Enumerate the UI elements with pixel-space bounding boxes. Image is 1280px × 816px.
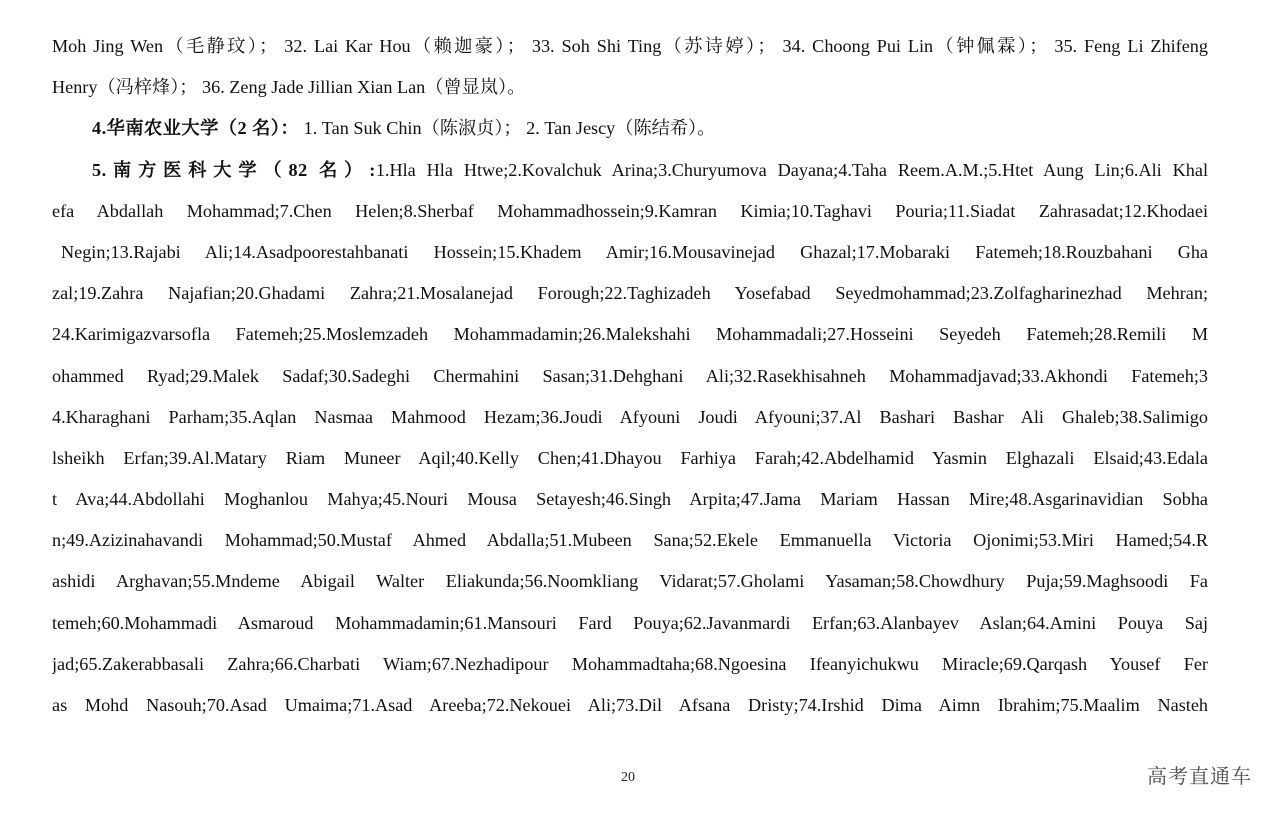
section-heading-scau: 4.华南农业大学（2 名）： xyxy=(92,118,300,139)
paragraph-scau xyxy=(52,108,1208,149)
smu-student-list-start: 1.Hla Hla Htwe;2.Kovalchuk Arina;3.Churyumova Dayana;4.Taha Reem.A.M.;5.Htet Aung Lin;6.Ali Khal xyxy=(375,159,1208,180)
watermark-logo-text: 高考直通车 xyxy=(1147,764,1252,788)
text-line-6: Negin;13.Rajabi Ali;14.Asadpoorestahbanati Hossein;15.Khadem Amir;16.Mousavinejad Ghazal;17.Mobaraki Fatemeh;18.Rouzbahani Gha xyxy=(61,241,1208,262)
text-line-10: 4.Kharaghani Parham;35.Aqlan Nasmaa Mahmood Hezam;36.Joudi Afyouni Joudi Afyouni;37.Al Bashari Bashar Ali Ghaleb;38.Salimigo xyxy=(52,406,1208,427)
text-line-14: ashidi Arghavan;55.Mndeme Abigail Walter Eliakunda;56.Noomkliang Vidarat;57.Gholami Yasaman;58.Chowdhury Puja;59.Maghsoodi Fa xyxy=(52,571,1208,592)
text-line-13: n;49.Azizinahavandi Mohammad;50.Mustaf Ahmed Abdalla;51.Mubeen Sana;52.Ekele Emmanuella Victoria Ojonimi;53.Miri Hamed;54.R xyxy=(52,530,1208,551)
page-number: 20 xyxy=(621,770,635,785)
text-line-11: lsheikh Erfan;39.Al.Matary Riam Muneer Aqil;40.Kelly Chen;41.Dhayou Farhiya Farah;42.Abdelhamid Yasmin Elghazali Elsaid;43.Edala xyxy=(52,447,1208,468)
text-line-15: temeh;60.Mohammadi Asmaroud Mohammadamin;61.Mansouri Fard Pouya;62.Javanmardi Erfan;63.Alanbayev Aslan;64.Amini Pouya Saj xyxy=(52,612,1208,633)
text-line-2: Henry（冯梓烽）； 36. Zeng Jade Jillian Xian Lan（曾显岚）。 xyxy=(52,77,526,98)
text-line-9: ohammed Ryad;29.Malek Sadaf;30.Sadeghi Chermahini Sasan;31.Dehghani Ali;32.Rasekhisahneh Mohammadjavad;33.Akhondi Fatemeh;3 xyxy=(52,365,1208,386)
paragraph-smu xyxy=(52,150,1208,191)
document-body xyxy=(52,26,1208,726)
text-line-12: t Ava;44.Abdollahi Moghanlou Mahya;45.Nouri Mousa Setayesh;46.Singh Arpita;47.Jama Mariam Hassan Mire;48.Asgarinavidian Sobha xyxy=(52,489,1208,510)
text-line-16: jad;65.Zakerabbasali Zahra;66.Charbati Wiam;67.Nezhadipour Mohammadtaha;68.Ngoesina Ifeanyichukwu Miracle;69.Qarqash Yousef Fer xyxy=(52,653,1208,674)
scau-student-list: 1. Tan Suk Chin（陈淑贞）； 2. Tan Jescy（陈结希）。 xyxy=(303,118,716,139)
section-heading-smu: 5.南方医科大学（82 名）: xyxy=(92,159,376,180)
text-line-7: zal;19.Zahra Najafian;20.Ghadami Zahra;21.Mosalanejad Forough;22.Taghizadeh Yosefabad Seyedmohammad;23.Zolfagharinezhad Mehran; xyxy=(52,283,1208,304)
text-line-1: Moh Jing Wen（毛静玟）； 32. Lai Kar Hou（赖迦豪）； 33. Soh Shi Ting（苏诗婷）； 34. Choong Pui Lin（钟佩霖）； 35. Feng Li Zhifeng xyxy=(52,36,1208,56)
text-line-17: as Mohd Nasouh;70.Asad Umaima;71.Asad Areeba;72.Nekouei Ali;73.Dil Afsana Dristy;74.Irshid Dima Aimn Ibrahim;75.Maalim Nasteh xyxy=(52,695,1208,715)
text-line-8: 24.Karimigazvarsofla Fatemeh;25.Moslemzadeh Mohammadamin;26.Malekshahi Mohammadali;27.Hosseini Seyedeh Fatemeh;28.Remili M xyxy=(52,324,1208,345)
text-line-5: efa Abdallah Mohammad;7.Chen Helen;8.Sherbaf Mohammadhossein;9.Kamran Kimia;10.Taghavi Pouria;11.Siadat Zahrasadat;12.Khodaei xyxy=(52,200,1208,221)
